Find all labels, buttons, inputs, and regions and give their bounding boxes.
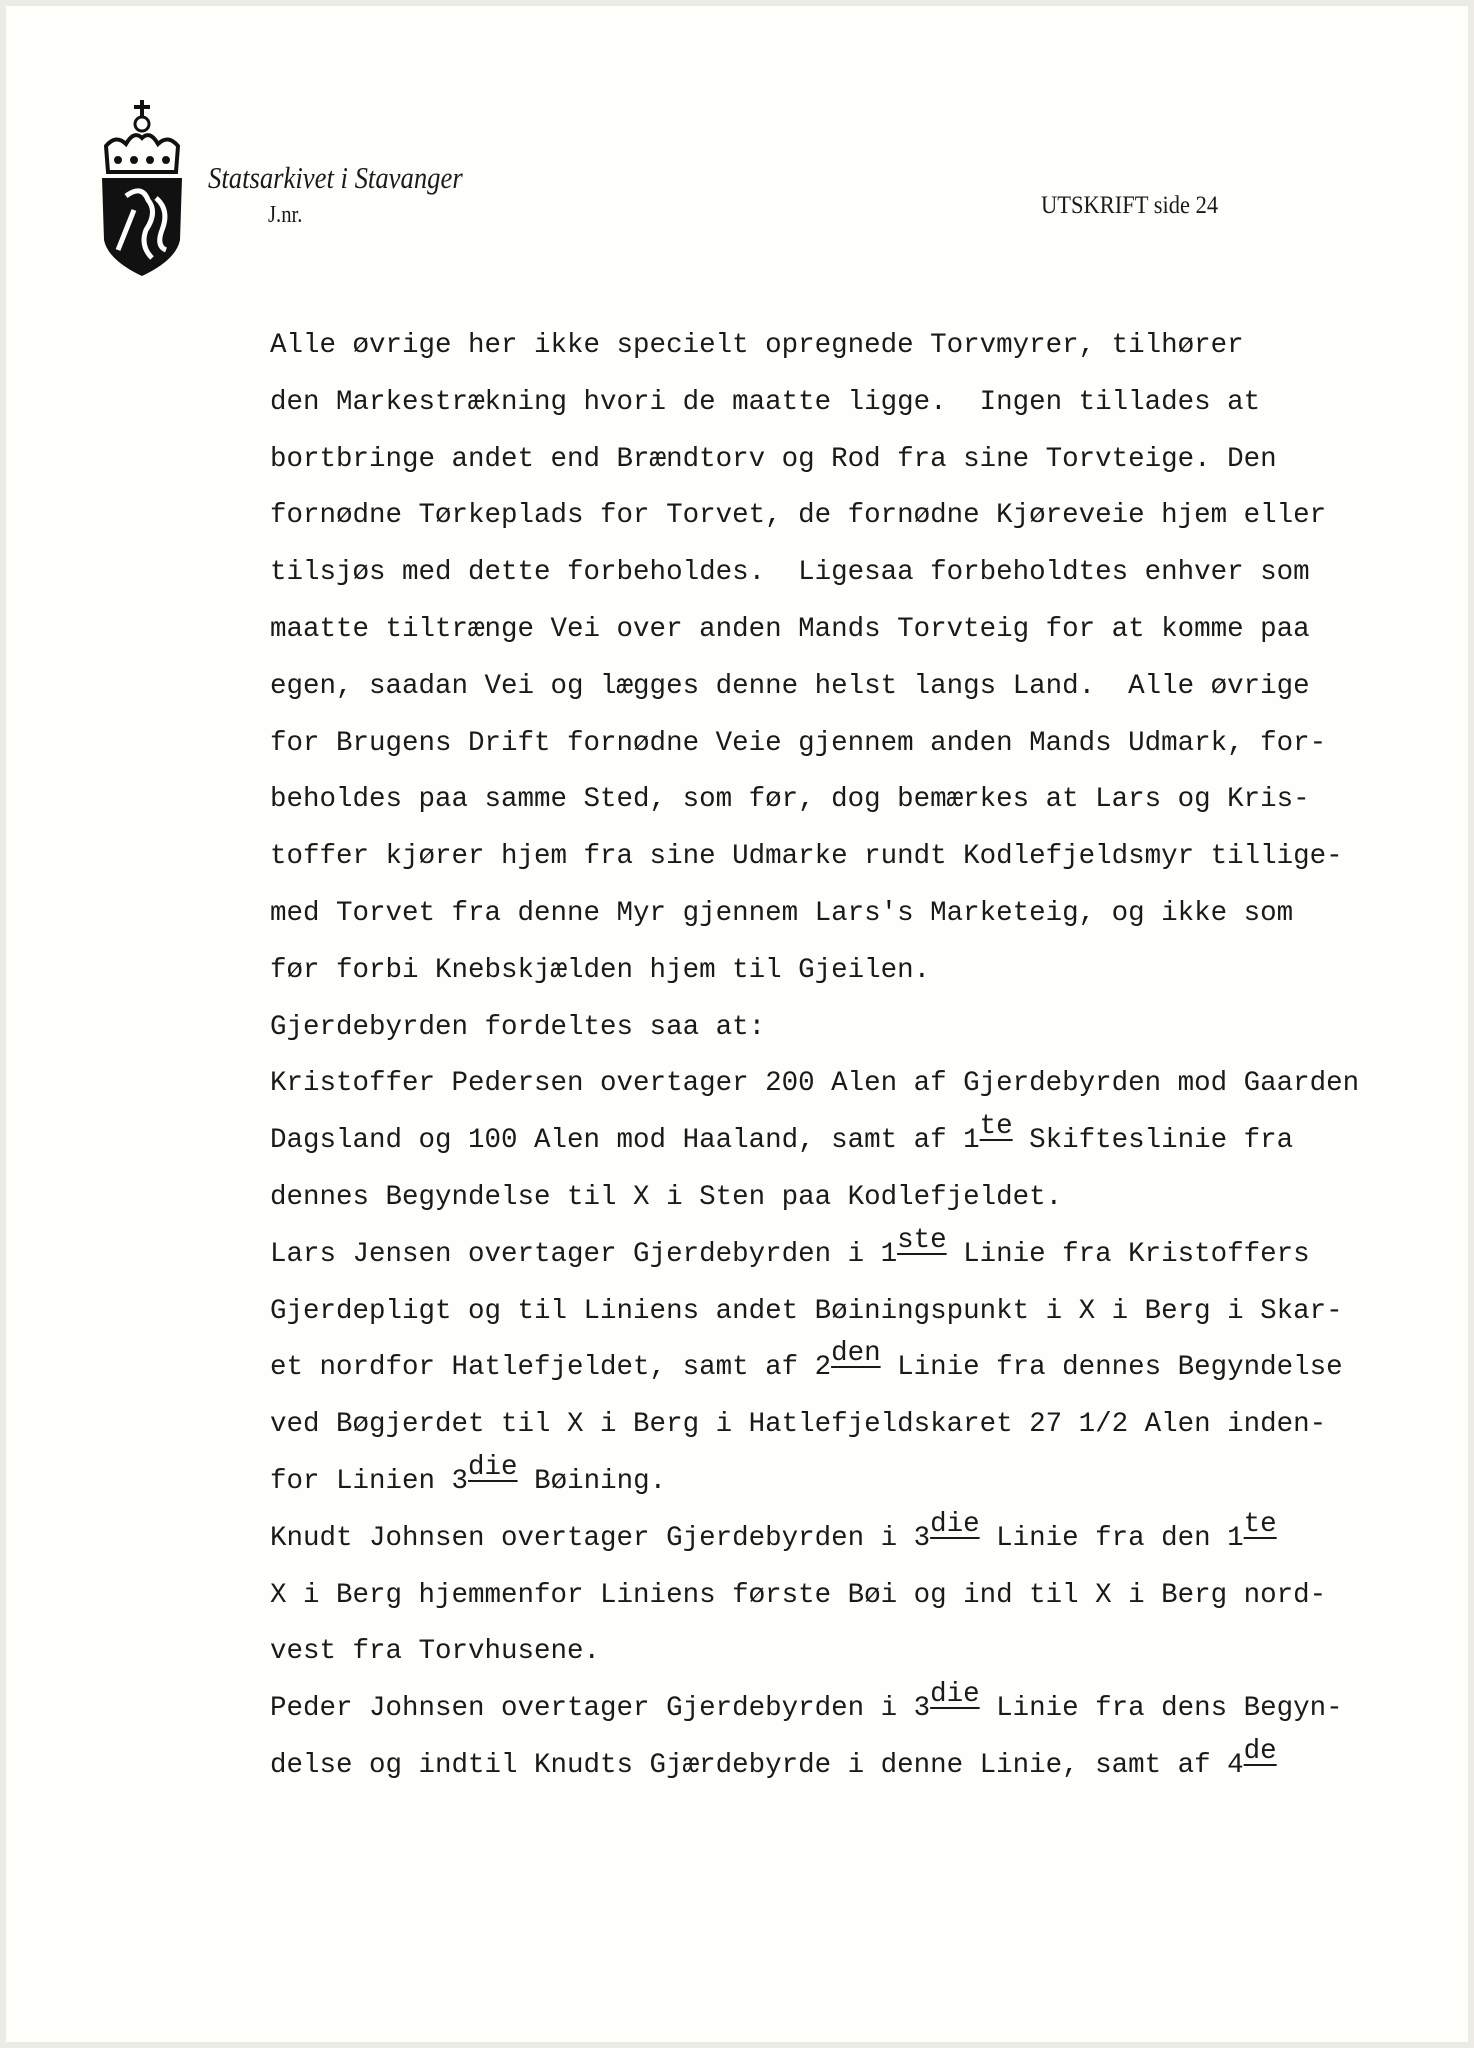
text-line: [270, 1113, 1359, 1170]
ordinal-superscript: den: [831, 1338, 881, 1370]
text-segment: Dagsland og 100 Alen mod Haaland, samt af 1: [270, 1125, 980, 1157]
text-segment: dennes Begyndelse til X i Sten paa Kodlefjeldet.: [270, 1181, 1063, 1213]
text-line: [270, 1735, 1359, 1795]
text-line: [270, 1681, 1359, 1738]
text-line: [270, 318, 1359, 375]
ordinal-superscript: te: [979, 1111, 1013, 1143]
text-line: [270, 1624, 1359, 1681]
text-line: [270, 488, 1359, 545]
text-segment: Kristoffer Pedersen overtager 200 Alen af Gjerdebyrden mod Gaarden: [270, 1068, 1360, 1100]
text-line: [270, 829, 1359, 886]
ordinal-superscript: de: [1243, 1735, 1277, 1767]
text-line: [270, 602, 1359, 659]
text-segment: ved Bøgjerdet til X i Berg i Hatlefjeldskaret 27 1/2 Alen inden-: [270, 1409, 1327, 1441]
text-segment: Linie fra dens Begyn-: [979, 1693, 1343, 1725]
text-segment: Gjerdepligt og til Liniens andet Bøiningspunkt i X i Berg i Skar-: [270, 1295, 1343, 1327]
text-line: [270, 1284, 1359, 1341]
text-line: [270, 1224, 1359, 1284]
journal-number-label: J.nr.: [268, 202, 303, 228]
text-line: [270, 886, 1359, 943]
text-segment: egen, saadan Vei og lægges denne helst langs Land. Alle øvrige: [270, 670, 1310, 702]
text-segment: bortbringe andet end Brændtorv og Rod fra sine Torvteige. Den: [270, 443, 1277, 475]
text-line: [270, 1568, 1359, 1625]
text-line: [270, 659, 1359, 716]
text-segment: fornødne Tørkeplads for Torvet, de fornødne Kjøreveie hjem eller: [270, 500, 1327, 532]
text-line: [270, 432, 1359, 489]
coat-of-arms-icon: [96, 100, 188, 276]
organization-name: Statsarkivet i Stavanger: [208, 160, 463, 195]
text-segment: Linie fra Kristoffers: [946, 1238, 1310, 1270]
text-segment: Bøining.: [517, 1465, 667, 1497]
ordinal-superscript: die: [468, 1451, 518, 1483]
ordinal-superscript: te: [1243, 1508, 1277, 1540]
text-segment: med Torvet fra denne Myr gjennem Lars's Marketeig, og ikke som: [270, 897, 1294, 929]
document-body: [270, 318, 1359, 1795]
text-segment: maatte tiltrænge Vei over anden Mands Torvteig for at komme paa: [270, 613, 1310, 645]
text-segment: delse og indtil Knudts Gjærdebyrde i denne Linie, samt af 4: [270, 1749, 1244, 1781]
text-segment: beholdes paa samme Sted, som før, dog bemærkes at Lars og Kris-: [270, 784, 1310, 816]
text-segment: Lars Jensen overtager Gjerdebyrden i 1: [270, 1238, 898, 1270]
text-line: [270, 772, 1359, 829]
text-segment: vest fra Torvhusene.: [270, 1636, 601, 1668]
text-line: [270, 375, 1359, 432]
text-segment: Knudt Johnsen overtager Gjerdebyrden i 3: [270, 1522, 931, 1554]
text-line: [270, 1170, 1359, 1227]
text-segment: Peder Johnsen overtager Gjerdebyrden i 3: [270, 1693, 931, 1725]
text-line: [270, 1397, 1359, 1454]
ordinal-superscript: die: [930, 1679, 980, 1711]
text-segment: Skifteslinie fra: [1012, 1125, 1294, 1157]
text-line: [270, 943, 1359, 1000]
text-line: [270, 545, 1359, 602]
text-segment: toffer kjører hjem fra sine Udmarke rundt Kodlefjeldsmyr tillige-: [270, 841, 1343, 873]
text-segment: X i Berg hjemmenfor Liniens første Bøi og ind til X i Berg nord-: [270, 1579, 1327, 1611]
text-segment: Gjerdebyrden fordeltes saa at:: [270, 1011, 766, 1043]
text-segment: Linie fra den 1: [979, 1522, 1244, 1554]
text-line: [270, 716, 1359, 773]
text-line: [270, 1340, 1359, 1397]
text-segment: for Brugens Drift fornødne Veie gjennem anden Mands Udmark, for-: [270, 727, 1327, 759]
text-segment: for Linien 3: [270, 1465, 469, 1497]
text-line: [270, 1000, 1359, 1057]
page-label: UTSKRIFT side 24: [1041, 192, 1219, 219]
text-segment: Alle øvrige her ikke specielt opregnede Torvmyrer, tilhører: [270, 330, 1244, 361]
text-segment: Linie fra dennes Begyndelse: [880, 1352, 1343, 1384]
text-segment: tilsjøs med dette forbeholdes. Ligesaa forbeholdtes enhver som: [270, 557, 1310, 589]
text-line: [270, 1056, 1359, 1113]
text-line: [270, 1508, 1359, 1568]
ordinal-superscript: die: [930, 1508, 980, 1540]
ordinal-superscript: ste: [897, 1224, 947, 1256]
text-segment: den Markestrækning hvori de maatte ligge. Ingen tillades at: [270, 386, 1261, 418]
text-line: [270, 1451, 1359, 1511]
text-segment: før forbi Knebskjælden hjem til Gjeilen.: [270, 954, 931, 986]
text-segment: et nordfor Hatlefjeldet, samt af 2: [270, 1352, 832, 1384]
